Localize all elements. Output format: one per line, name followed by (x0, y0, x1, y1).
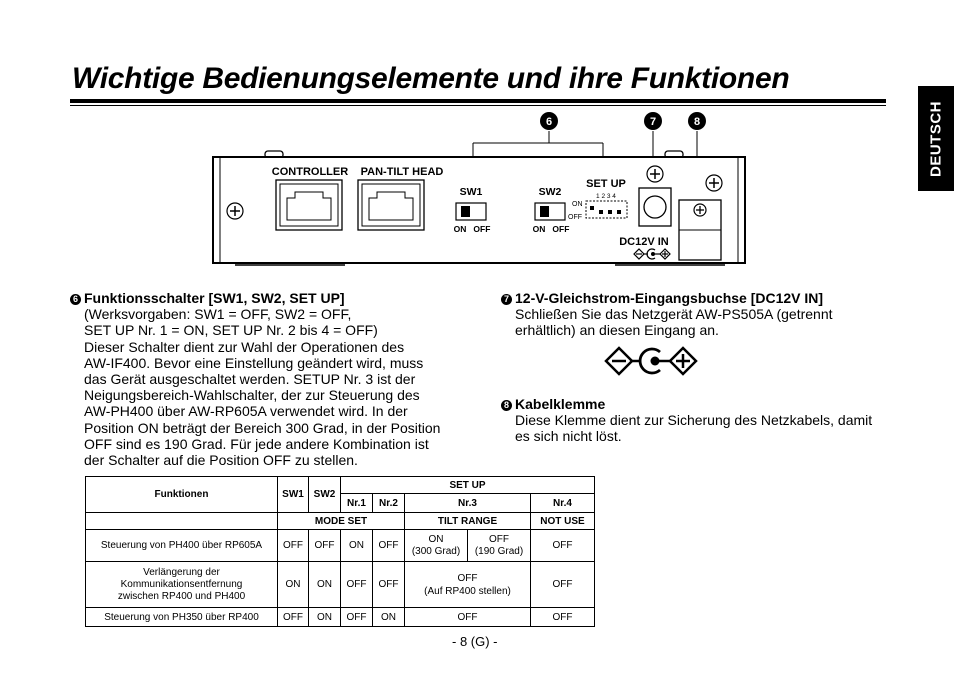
row1-nr3-off: OFF (190 Grad) (468, 530, 531, 562)
header-not-use: NOT USE (531, 513, 595, 530)
section-6-line: Neigungsbereich-Wahlschalter, der zur Steuerung des (84, 387, 420, 404)
page-title: Wichtige Bedienungselemente und ihre Funktionen (72, 62, 790, 95)
section-7-title: 12-V-Gleichstrom-Eingangsbuchse [DC12V IN] (515, 290, 824, 306)
callout-7-icon (644, 112, 662, 130)
sw1-switch-icon (456, 203, 486, 220)
callout-7-number: 7 (649, 116, 657, 128)
section-7-line: erhältlich) an diesen Eingang an. (515, 322, 719, 339)
section-6-line: das Gerät ausgeschaltet werden. SETUP Nr. 3 ist der (84, 371, 416, 388)
table-row (86, 562, 595, 608)
section-8-heading (501, 396, 872, 412)
controller-label: CONTROLLER (271, 166, 349, 178)
header-mode-set: MODE SET (278, 513, 405, 530)
screw-dc-icon (647, 166, 663, 182)
section-6-title: Funktionsschalter [SW1, SW2, SET UP] (84, 290, 345, 306)
screw-right-icon (706, 175, 722, 191)
dc12v-jack-icon (639, 188, 671, 226)
row3-nr4: OFF (531, 608, 595, 627)
section-6-line: der Schalter auf die Position OFF zu stellen. (84, 452, 358, 469)
section-6-line: SET UP Nr. 1 = ON, SET UP Nr. 2 bis 4 = OFF) (84, 322, 378, 339)
row3-label: Steuerung von PH350 über RP400 (86, 608, 278, 627)
row2-nr2: OFF (373, 562, 405, 608)
header-nr1: Nr.1 (341, 494, 373, 513)
header-functions: Funktionen (86, 477, 278, 513)
pan-tilt-head-label: PAN-TILT HEAD (360, 166, 444, 178)
header-blank (86, 513, 278, 530)
setup-dip-switch-icon (586, 201, 627, 218)
sw1-label: SW1 (459, 186, 483, 198)
section-6-line: Dieser Schalter dient zur Wahl der Operationen des (84, 338, 405, 355)
sw1-on-off-label: ON OFF (453, 224, 491, 234)
header-setup: SET UP (341, 477, 595, 494)
section-6-line: Position ON beträgt der Bereich 300 Grad, in der Position (84, 419, 441, 436)
dip-off-label: OFF (568, 214, 582, 221)
dip-on-label: ON (572, 201, 583, 208)
row3-sw1: OFF (278, 608, 309, 627)
row3-sw2: ON (309, 608, 341, 627)
row1-sw2: OFF (309, 530, 341, 562)
row3-nr2: ON (373, 608, 405, 627)
section-6-heading (70, 290, 440, 306)
dc12v-in-label: DC12V IN (619, 236, 669, 248)
table-row (86, 530, 595, 562)
screw-left-icon (227, 203, 243, 219)
section-6 (70, 290, 440, 468)
dc-polarity-symbol-icon (604, 346, 698, 376)
section-8-number-icon: 8 (501, 400, 512, 411)
row2-label: Verlängerung der Kommunikationsentfernung zwischen RP400 und PH400 (86, 562, 278, 608)
row1-nr3-on: ON (300 Grad) (405, 530, 468, 562)
row2-sw1: ON (278, 562, 309, 608)
sw2-label: SW2 (538, 186, 562, 198)
row2-nr1: OFF (341, 562, 373, 608)
callout-8-icon (688, 112, 706, 130)
header-sw1: SW1 (278, 477, 309, 513)
header-tilt-range: TILT RANGE (405, 513, 531, 530)
row2-sw2: ON (309, 562, 341, 608)
section-6-line: AW-IF400. Bevor eine Einstellung geändert wird, muss (84, 354, 424, 371)
callout-8-number: 8 (693, 116, 701, 128)
language-tab-label: DEUTSCH (927, 100, 945, 177)
header-nr3: Nr.3 (405, 494, 531, 513)
header-nr4: Nr.4 (531, 494, 595, 513)
callout-6-icon (540, 112, 558, 130)
section-7-heading (501, 290, 833, 306)
section-6-line: OFF sind es 190 Grad. Für jede andere Kombination ist (84, 435, 429, 452)
callout-6-number: 6 (545, 116, 553, 128)
row1-label: Steuerung von PH400 über RP605A (86, 530, 278, 562)
row1-sw1: OFF (278, 530, 309, 562)
sw2-on-off-label: ON OFF (532, 224, 570, 234)
table-row (86, 608, 595, 627)
section-7-line: Schließen Sie das Netzgerät AW-PS505A (getrennt (515, 306, 833, 323)
row3-nr1: OFF (341, 608, 373, 627)
row2-nr4: OFF (531, 562, 595, 608)
row3-nr3: OFF (405, 608, 531, 627)
function-switch-table (85, 476, 595, 627)
section-6-line: AW-PH400 über AW-RP605A verwendet wird. In der (84, 403, 408, 420)
section-7 (501, 290, 833, 339)
row1-nr4: OFF (531, 530, 595, 562)
controller-port-icon (276, 180, 342, 230)
sw2-switch-icon (535, 203, 565, 220)
section-8 (501, 396, 872, 445)
row1-nr1: ON (341, 530, 373, 562)
dip-numbers-label: 1 2 3 4 (596, 193, 616, 200)
section-8-title: Kabelklemme (515, 396, 606, 412)
section-7-number-icon: 7 (501, 294, 512, 305)
header-nr2: Nr.2 (373, 494, 405, 513)
row1-nr2: OFF (373, 530, 405, 562)
row2-nr3: OFF (Auf RP400 stellen) (405, 562, 531, 608)
header-sw2: SW2 (309, 477, 341, 513)
section-6-number-icon: 6 (70, 294, 81, 305)
section-8-line: Diese Klemme dient zur Sicherung des Netzkabels, damit (515, 412, 873, 429)
section-6-line: (Werksvorgaben: SW1 = OFF, SW2 = OFF, (84, 306, 352, 323)
setup-label: SET UP (586, 178, 626, 190)
cable-clamp-icon (679, 200, 721, 260)
page-number: - 8 (G) - (452, 634, 498, 649)
section-8-line: es sich nicht löst. (515, 428, 622, 445)
pan-tilt-head-port-icon (358, 180, 424, 230)
